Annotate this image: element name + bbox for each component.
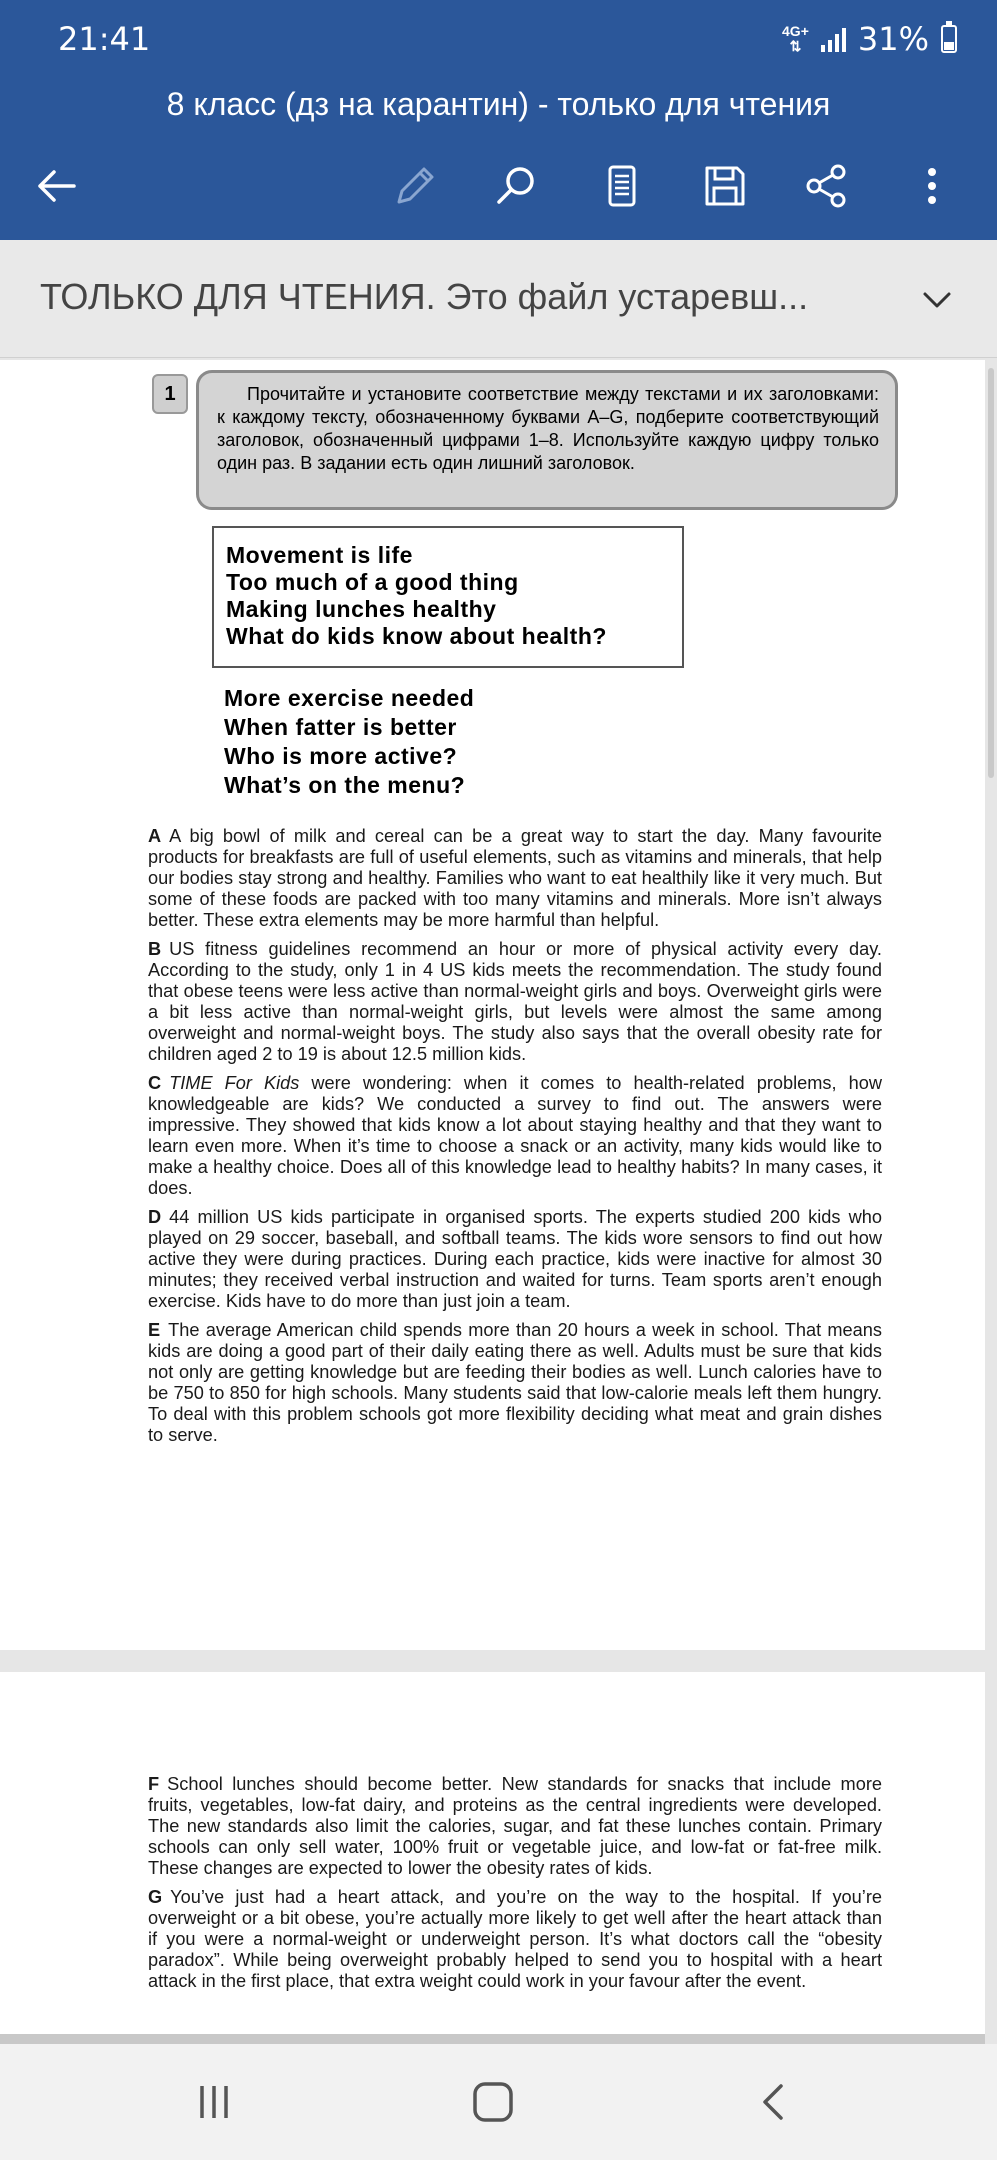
home-icon	[471, 2080, 515, 2124]
heading-item: Who is more active?	[224, 743, 458, 769]
headings-box	[212, 526, 684, 668]
passage-a	[148, 826, 882, 931]
more-vertical-icon	[908, 162, 956, 210]
document-page-2[interactable]	[0, 1672, 985, 2042]
toolbar	[0, 150, 997, 220]
share-icon	[802, 162, 850, 210]
passage-g	[148, 1887, 882, 1992]
passage-text: The average American child spends more than 20 hours a week in school. That means kids are doing a good part of their daily eating there as well. Adults must be sure that kids not only are getting knowledge but are feeding their bodies as well. Lunch calories have to be 750 to 850 for high schools. Many students said that low-calorie meals left them hungry. To deal with this problem schools got more flexibility deciding what meat and grain dishes to serve.	[148, 1320, 882, 1445]
vertical-scrollbar[interactable]	[988, 368, 994, 778]
heading-item: Making lunches healthy	[226, 596, 497, 622]
passage-b	[148, 939, 882, 1065]
passages	[148, 826, 882, 1454]
recent-apps-button[interactable]	[184, 2072, 244, 2132]
system-nav-bar	[0, 2044, 997, 2160]
passage-text: School lunches should become better. New standards for snacks that include more fruits, vegetables, low-fat dairy, and proteins as the central ingredients were developed. The new standards also limit the calories, sugar, and fat these lunches contain. Primary schools can only sell water, 100% fruit or vegetable juice, and low-fat or fat-free milk. These changes are expected to lower the obesity rates of kids.	[148, 1774, 882, 1878]
task-number: 1	[152, 374, 188, 414]
data-arrows-icon: ⇅	[789, 38, 802, 54]
passage-text: A big bowl of milk and cereal can be a great way to start the day. Many favourite products for breakfasts are full of useful elements, such as vitamins and minerals, that help our bodies stay strong and healthy. Families who want to eat healthily like it very much. But some of these foods are packed with too many vitamins and minerals. More isn’t always better. These extra elements may be more harmful than helpful.	[148, 826, 882, 930]
passage-d	[148, 1207, 882, 1312]
headings-list	[224, 684, 474, 800]
passage-letter: G	[148, 1887, 163, 1907]
passage-letter: B	[148, 939, 162, 959]
battery-icon	[941, 25, 957, 53]
document-page-1[interactable]	[0, 360, 985, 1650]
chevron-down-icon[interactable]	[917, 280, 957, 320]
pencil-icon	[391, 162, 439, 210]
passages	[148, 1774, 882, 2000]
passage-text: 44 million US kids participate in organised sports. The experts studied 200 kids who played on 29 soccer, baseball, and softball teams. The kids wore sensors to find out how active they were during practices. During each practice, kids were inactive for almost 30 minutes; they received verbal instruction and waited for turns. Team sports aren’t enough exercise. Kids have to do more than just join a team.	[148, 1207, 882, 1311]
heading-item: When fatter is better	[224, 714, 457, 740]
recent-apps-icon	[194, 2082, 234, 2122]
back-button[interactable]	[28, 158, 84, 214]
passage-text: You’ve just had a heart attack, and you’re on the way to the hospital. If you’re overweight or a bit obese, you’re actually more likely to get well after the heart attack than if you were a normal-weight or underweight person. It’s what doctors call the “obesity paradox”. While being overweight probably helped to send you to hospital with a heart attack in the first place, that extra weight could work in your favour after the event.	[148, 1887, 882, 1991]
heading-item: Movement is life	[226, 542, 413, 568]
status-icons	[782, 20, 957, 58]
heading-item: What’s on the menu?	[224, 772, 466, 798]
passage-letter: C	[148, 1073, 162, 1093]
save-icon	[701, 162, 749, 210]
mobile-view-icon	[598, 162, 646, 210]
status-time: 21:41	[58, 20, 151, 58]
passage-c	[148, 1073, 882, 1199]
passage-letter: E	[148, 1320, 161, 1340]
passage-text: were wondering: when it comes to health-related problems, how knowledgeable are kids? We conducted a survey to find out. The answers were impressive. They showed that kids know a lot about staying healthy and that they want to learn even more. When it’s time to choose a snack or an activity, many kids would like to make a healthy choice. Does all of this knowledge lead to healthy habits? In many cases, it does.	[148, 1073, 882, 1198]
network-indicator	[782, 24, 809, 54]
signal-icon	[821, 26, 846, 52]
passage-text: US fitness guidelines recommend an hour or more of physical activity every day. According to the study, only 1 in 4 US kids meets the recommendation. The study found that obese teens were less active than normal-weight girls and boys. Overweight girls were a bit less active than normal-weight girls, but levels were almost the same among overweight and normal-weight boys. The study also says that the overall obesity rate for children aged 2 to 19 is about 12.5 million kids.	[148, 939, 882, 1064]
search-icon	[492, 162, 540, 210]
passage-e	[148, 1320, 882, 1446]
passage-letter: F	[148, 1774, 160, 1794]
more-options-button[interactable]	[904, 158, 960, 214]
passage-letter: A	[148, 826, 162, 846]
task-instruction: Прочитайте и установите соответствие между текстами и их заголовками: к каждому тексту, обозначенному буквами A–G, подберите соответствующий заголовок, обозначенный цифрами 1–8. Используйте каждую цифру только один раз. В задании есть один лишний заголовок.	[196, 370, 898, 510]
back-chevron-icon	[754, 2082, 794, 2122]
back-arrow-icon	[32, 162, 80, 210]
heading-item: Too much of a good thing	[226, 569, 519, 595]
nav-back-button[interactable]	[744, 2072, 804, 2132]
battery-percent: 31%	[857, 20, 929, 58]
edit-button[interactable]	[387, 158, 443, 214]
heading-item: What do kids know about health?	[226, 623, 607, 649]
passage-letter: D	[148, 1207, 162, 1227]
passage-f	[148, 1774, 882, 1879]
document-title: 8 класс (дз на карантин) - только для чтения	[166, 86, 831, 122]
network-type: 4G+	[782, 23, 809, 39]
passage-italic: TIME For Kids	[169, 1073, 300, 1093]
reading-view-button[interactable]	[594, 158, 650, 214]
heading-item: More exercise needed	[224, 685, 475, 711]
banner-text: ТОЛЬКО ДЛЯ ЧТЕНИЯ. Это файл устаревш...	[40, 276, 809, 317]
app-bar	[0, 0, 997, 240]
home-button[interactable]	[463, 2072, 523, 2132]
share-button[interactable]	[798, 158, 854, 214]
save-button[interactable]	[697, 158, 753, 214]
horizontal-scrollbar[interactable]	[0, 2034, 985, 2044]
read-only-banner[interactable]	[0, 240, 997, 358]
search-button[interactable]	[488, 158, 544, 214]
